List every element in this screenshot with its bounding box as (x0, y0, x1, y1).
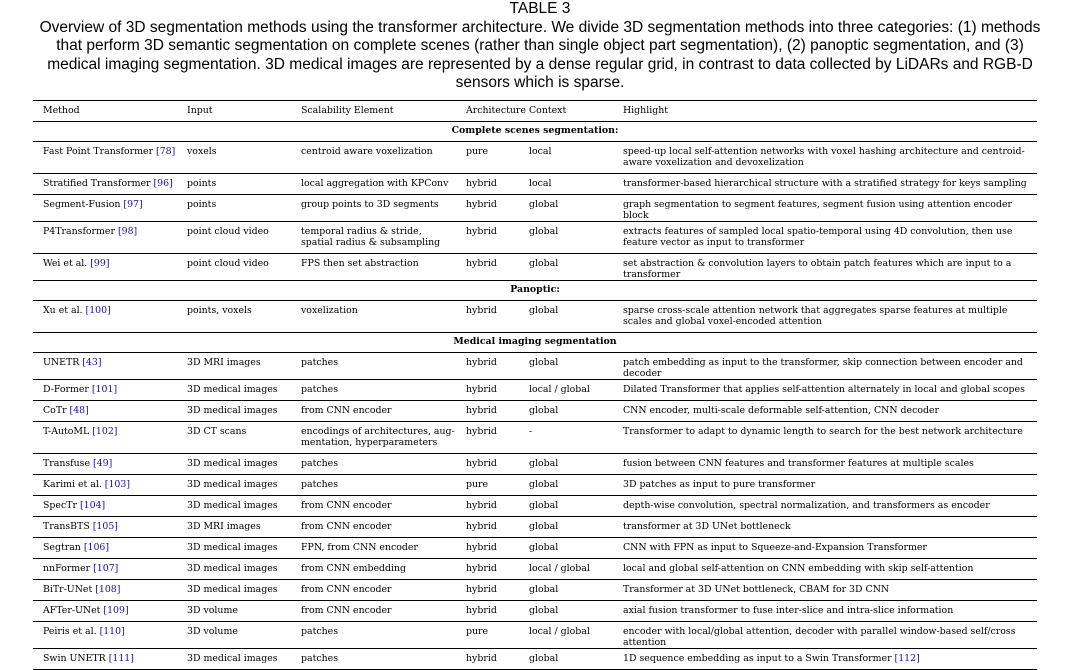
method-name: Transfuse (43, 458, 91, 469)
scalability-cell: from CNN encoder (301, 521, 392, 532)
highlight-text: patch embedding as input to the transformer, skip connection between encoder and decoder (623, 357, 1023, 379)
architecture-cell: hybrid (466, 405, 497, 416)
context-cell: global (529, 458, 559, 469)
method-name: T-AutoML (43, 426, 90, 437)
highlight-cell (613, 454, 1037, 475)
citation-link[interactable]: [109] (103, 605, 129, 616)
table-row (33, 649, 1037, 670)
input-cell: point cloud video (187, 258, 269, 269)
citation-link[interactable]: [99] (90, 258, 110, 269)
input-cell: points (187, 199, 217, 210)
highlight-text: Transformer at 3D UNet bottleneck, CBAM for 3D CNN (623, 584, 890, 595)
scalability-cell: centroid aware voxelization (301, 146, 433, 157)
input-cell: 3D medical images (187, 405, 278, 416)
method-name: P4Transformer (43, 226, 115, 237)
table-row (33, 195, 1037, 222)
architecture-cell: pure (466, 146, 489, 157)
architecture-cell: hybrid (466, 605, 497, 616)
scalability-cell: local aggregation with KPConv (301, 178, 449, 189)
input-cell: 3D CT scans (187, 426, 247, 437)
table-row (33, 422, 1037, 454)
method-name: TransBTS (43, 521, 90, 532)
method-cell (33, 517, 177, 538)
header-row (33, 101, 1037, 122)
citation-link[interactable]: [78] (156, 146, 176, 157)
architecture-cell: hybrid (466, 458, 497, 469)
section-title: Medical imaging segmentation (453, 336, 617, 347)
citation-link[interactable]: [104] (79, 500, 106, 511)
highlight-cell (613, 601, 1037, 622)
section-header-row (33, 281, 1037, 301)
section-header-row (33, 122, 1037, 142)
highlight-text: CNN encoder, multi-scale deformable self-attention, CNN decoder (623, 405, 940, 416)
citation-link[interactable]: [108] (95, 584, 121, 595)
method-name: Segtran (43, 542, 81, 553)
header-highlight: Highlight (623, 105, 669, 116)
scalability-cell: patches (301, 357, 339, 368)
method-cell (33, 422, 177, 454)
method-name: Segment-Fusion (43, 199, 121, 210)
highlight-text: fusion between CNN features and transformer features at multiple scales (623, 458, 974, 469)
scalability-cell: from CNN encoder (301, 405, 392, 416)
scalability-cell: from CNN embedding (301, 563, 407, 574)
method-name: CoTr (43, 405, 67, 416)
input-cell: point cloud video (187, 226, 269, 237)
highlight-cell (613, 496, 1037, 517)
method-cell (33, 454, 177, 475)
input-cell: 3D medical images (187, 563, 278, 574)
table-header (33, 101, 1037, 122)
context-cell: local (529, 146, 552, 157)
highlight-cell (613, 580, 1037, 601)
scalability-cell: patches (301, 653, 339, 664)
header-architecture: Architecture (466, 105, 526, 116)
table-row (33, 559, 1037, 580)
citation-link[interactable]: [112] (894, 653, 920, 664)
highlight-cell (613, 142, 1037, 174)
scalability-cell: FPS then set abstraction (301, 258, 419, 269)
table-row (33, 174, 1037, 195)
citation-link[interactable]: [48] (69, 405, 89, 416)
segmentation-methods-table (33, 100, 1037, 670)
method-name: nnFormer (43, 563, 91, 574)
citation-link[interactable]: [49] (93, 458, 113, 469)
scalability-cell: temporal radius & stride, spatial radius & subsampling (301, 226, 441, 248)
method-cell (33, 580, 177, 601)
header-input: Input (187, 105, 213, 116)
method-name: Karimi et al. (43, 479, 102, 490)
context-cell: global (529, 226, 559, 237)
scalability-cell: patches (301, 458, 339, 469)
highlight-text: transformer at 3D UNet bottleneck (623, 521, 791, 532)
scalability-cell: patches (301, 384, 339, 395)
method-name: D-Former (43, 384, 89, 395)
method-name: Swin UNETR (43, 653, 106, 664)
input-cell: voxels (187, 146, 217, 157)
context-cell: global (529, 521, 559, 532)
context-cell: global (529, 605, 559, 616)
input-cell: 3D volume (187, 626, 238, 637)
highlight-cell (613, 353, 1037, 380)
scalability-cell: FPN, from CNN encoder (301, 542, 418, 553)
architecture-cell: pure (466, 479, 489, 490)
architecture-cell: pure (466, 626, 489, 637)
highlight-cell (613, 622, 1037, 649)
method-cell (33, 496, 177, 517)
highlight-text: Dilated Transformer that applies self-attention alternately in local and global scopes (623, 384, 1025, 395)
architecture-cell: hybrid (466, 226, 497, 237)
method-cell (33, 174, 177, 195)
scalability-cell: encodings of architectures, aug- mentation, hyperparameters (301, 426, 455, 448)
highlight-text: Transformer to adapt to dynamic length to search for the best network architecture (623, 426, 1023, 437)
context-cell: local / global (529, 563, 590, 574)
table-row (33, 496, 1037, 517)
input-cell: 3D medical images (187, 500, 278, 511)
input-cell: 3D volume (187, 605, 238, 616)
context-cell: local (529, 178, 552, 189)
context-cell: global (529, 405, 559, 416)
method-name: SpecTr (43, 500, 77, 511)
table-caption (0, 0, 1080, 93)
input-cell: 3D MRI images (187, 357, 261, 368)
method-name: Stratified Transformer (43, 178, 151, 189)
citation-link[interactable]: [100] (85, 305, 111, 316)
method-name: Xu et al. (43, 305, 83, 316)
method-cell (33, 401, 177, 422)
citation-link[interactable]: [98] (117, 226, 138, 237)
highlight-text: encoder with local/global attention, decoder with parallel window-based self/cross attention (623, 626, 1016, 648)
scalability-cell: patches (301, 626, 339, 637)
architecture-cell: hybrid (466, 384, 497, 395)
method-cell (33, 538, 177, 559)
highlight-cell (613, 222, 1037, 254)
method-name: Wei et al. (43, 258, 88, 269)
highlight-text: local and global self-attention on CNN embedding with skip self-attention (623, 563, 974, 574)
highlight-cell (613, 380, 1037, 401)
input-cell: 3D medical images (187, 542, 278, 553)
section-title: Complete scenes segmentation: (451, 125, 619, 136)
highlight-cell (613, 195, 1037, 222)
architecture-cell: hybrid (466, 542, 497, 553)
highlight-cell (613, 517, 1037, 538)
input-cell: 3D medical images (187, 458, 278, 469)
highlight-cell (613, 174, 1037, 195)
highlight-text: extracts features of sampled local spatio-temporal using 4D convolution, then use feature vector as input to transformer (623, 226, 1013, 248)
table-row (33, 380, 1037, 401)
citation-link[interactable]: [107] (93, 563, 119, 574)
highlight-text: transformer-based hierarchical structure with a stratified strategy for keys sampling (623, 178, 1027, 189)
table-body (33, 122, 1037, 670)
scalability-cell: voxelization (301, 305, 358, 316)
highlight-text: 3D patches as input to pure transformer (623, 479, 816, 490)
citation-link[interactable]: [43] (82, 357, 102, 368)
method-cell (33, 475, 177, 496)
architecture-cell: hybrid (466, 258, 497, 269)
architecture-cell: hybrid (466, 584, 497, 595)
input-cell: points, voxels (187, 305, 252, 316)
highlight-text: sparse cross-scale attention network that aggregates sparse features at multiple scales and global voxel-encoded attention (623, 305, 1008, 327)
scalability-cell: patches (301, 479, 339, 490)
method-cell (33, 353, 177, 380)
citation-link[interactable]: [97] (123, 199, 143, 210)
highlight-text: set abstraction & convolution layers to obtain patch features which are input to a transformer (623, 258, 1012, 280)
method-cell (33, 222, 177, 254)
citation-link[interactable]: [110] (99, 626, 125, 637)
architecture-cell: hybrid (466, 426, 497, 437)
header-scalability: Scalability Element (301, 105, 394, 116)
table-row (33, 475, 1037, 496)
table-row (33, 580, 1037, 601)
table-row (33, 401, 1037, 422)
method-cell (33, 601, 177, 622)
input-cell: 3D medical images (187, 653, 278, 664)
input-cell: 3D medical images (187, 584, 278, 595)
citation-link[interactable]: [105] (92, 521, 118, 532)
context-cell: global (529, 500, 559, 511)
method-cell (33, 142, 177, 174)
method-name: BiTr-UNet (43, 584, 93, 595)
input-cell: 3D medical images (187, 479, 278, 490)
highlight-text: speed-up local self-attention networks with voxel hashing architecture and centroid-aware voxelization and devoxelization (623, 146, 1025, 168)
architecture-cell: hybrid (466, 305, 497, 316)
scalability-cell: from CNN encoder (301, 584, 392, 595)
highlight-text: axial fusion transformer to fuse inter-slice and intra-slice information (623, 605, 954, 616)
highlight-text: graph segmentation to segment features, segment fusion using attention encoder block (623, 199, 1012, 221)
scalability-cell: from CNN encoder (301, 500, 392, 511)
method-cell (33, 622, 177, 649)
highlight-text: 1D sequence embedding as input to a Swin Transformer (623, 653, 892, 664)
architecture-cell: hybrid (466, 357, 497, 368)
table-row (33, 254, 1037, 281)
highlight-text: CNN with FPN as input to Squeeze-and-Expansion Transformer (623, 542, 927, 553)
table-row (33, 142, 1037, 174)
input-cell: 3D MRI images (187, 521, 261, 532)
citation-link[interactable]: [102] (92, 426, 118, 437)
method-cell (33, 380, 177, 401)
context-cell: global (529, 258, 559, 269)
method-cell (33, 559, 177, 580)
header-method: Method (43, 105, 80, 116)
method-name: Fast Point Transformer (43, 146, 154, 157)
method-cell (33, 195, 177, 222)
architecture-cell: hybrid (466, 199, 497, 210)
highlight-text: depth-wise convolution, spectral normalization, and transformers as encoder (623, 500, 990, 511)
context-cell: global (529, 199, 559, 210)
context-cell: global (529, 584, 559, 595)
method-cell (33, 649, 177, 670)
method-name: UNETR (43, 357, 80, 368)
caption-text: Overview of 3D segmentation methods using the transformer architecture. We divide 3D segmentation methods into three categories: (1) methods that perform 3D semantic segmentation on complete scenes (rather than single object part segmentation), (2) panoptic segmentation, and (3) medical imaging segmentation. 3D medical images are represented by a dense regular grid, in contrast to data collected by LiDARs and RGB-D sensors which is sparse. (39, 18, 1041, 91)
citation-link[interactable]: [103] (104, 479, 131, 490)
highlight-cell (613, 254, 1037, 281)
citation-link[interactable]: [106] (83, 542, 110, 553)
architecture-cell: hybrid (466, 563, 497, 574)
header-context: Context (529, 105, 567, 116)
context-cell: global (529, 305, 559, 316)
table-row (33, 622, 1037, 649)
citation-link[interactable]: [96] (153, 178, 173, 189)
scalability-cell: group points to 3D segments (301, 199, 439, 210)
highlight-cell (613, 649, 1037, 670)
highlight-cell (613, 422, 1037, 454)
table-row (33, 353, 1037, 380)
table-row (33, 222, 1037, 254)
context-cell: global (529, 653, 559, 664)
table-row (33, 538, 1037, 559)
context-cell: local / global (529, 384, 590, 395)
architecture-cell: hybrid (466, 653, 497, 664)
method-cell (33, 254, 177, 281)
context-cell: global (529, 357, 559, 368)
method-cell (33, 301, 177, 333)
highlight-cell (613, 401, 1037, 422)
method-name: AFTer-UNet (43, 605, 101, 616)
table-row (33, 517, 1037, 538)
section-header-row (33, 333, 1037, 353)
highlight-cell (613, 475, 1037, 496)
section-title: Panoptic: (510, 284, 560, 295)
table-number: TABLE 3 (509, 0, 571, 17)
scalability-cell: from CNN encoder (301, 605, 392, 616)
context-cell: global (529, 479, 559, 490)
context-cell: local / global (529, 626, 590, 637)
highlight-cell (613, 301, 1037, 333)
input-cell: points (187, 178, 217, 189)
table-row (33, 454, 1037, 475)
context-cell: - (529, 426, 533, 437)
table-row (33, 301, 1037, 333)
citation-link[interactable]: [111] (108, 653, 134, 664)
context-cell: global (529, 542, 559, 553)
table-row (33, 601, 1037, 622)
method-name: Peiris et al. (43, 626, 97, 637)
architecture-cell: hybrid (466, 178, 497, 189)
highlight-cell (613, 559, 1037, 580)
highlight-cell (613, 538, 1037, 559)
input-cell: 3D medical images (187, 384, 278, 395)
architecture-cell: hybrid (466, 500, 497, 511)
citation-link[interactable]: [101] (91, 384, 118, 395)
architecture-cell: hybrid (466, 521, 497, 532)
